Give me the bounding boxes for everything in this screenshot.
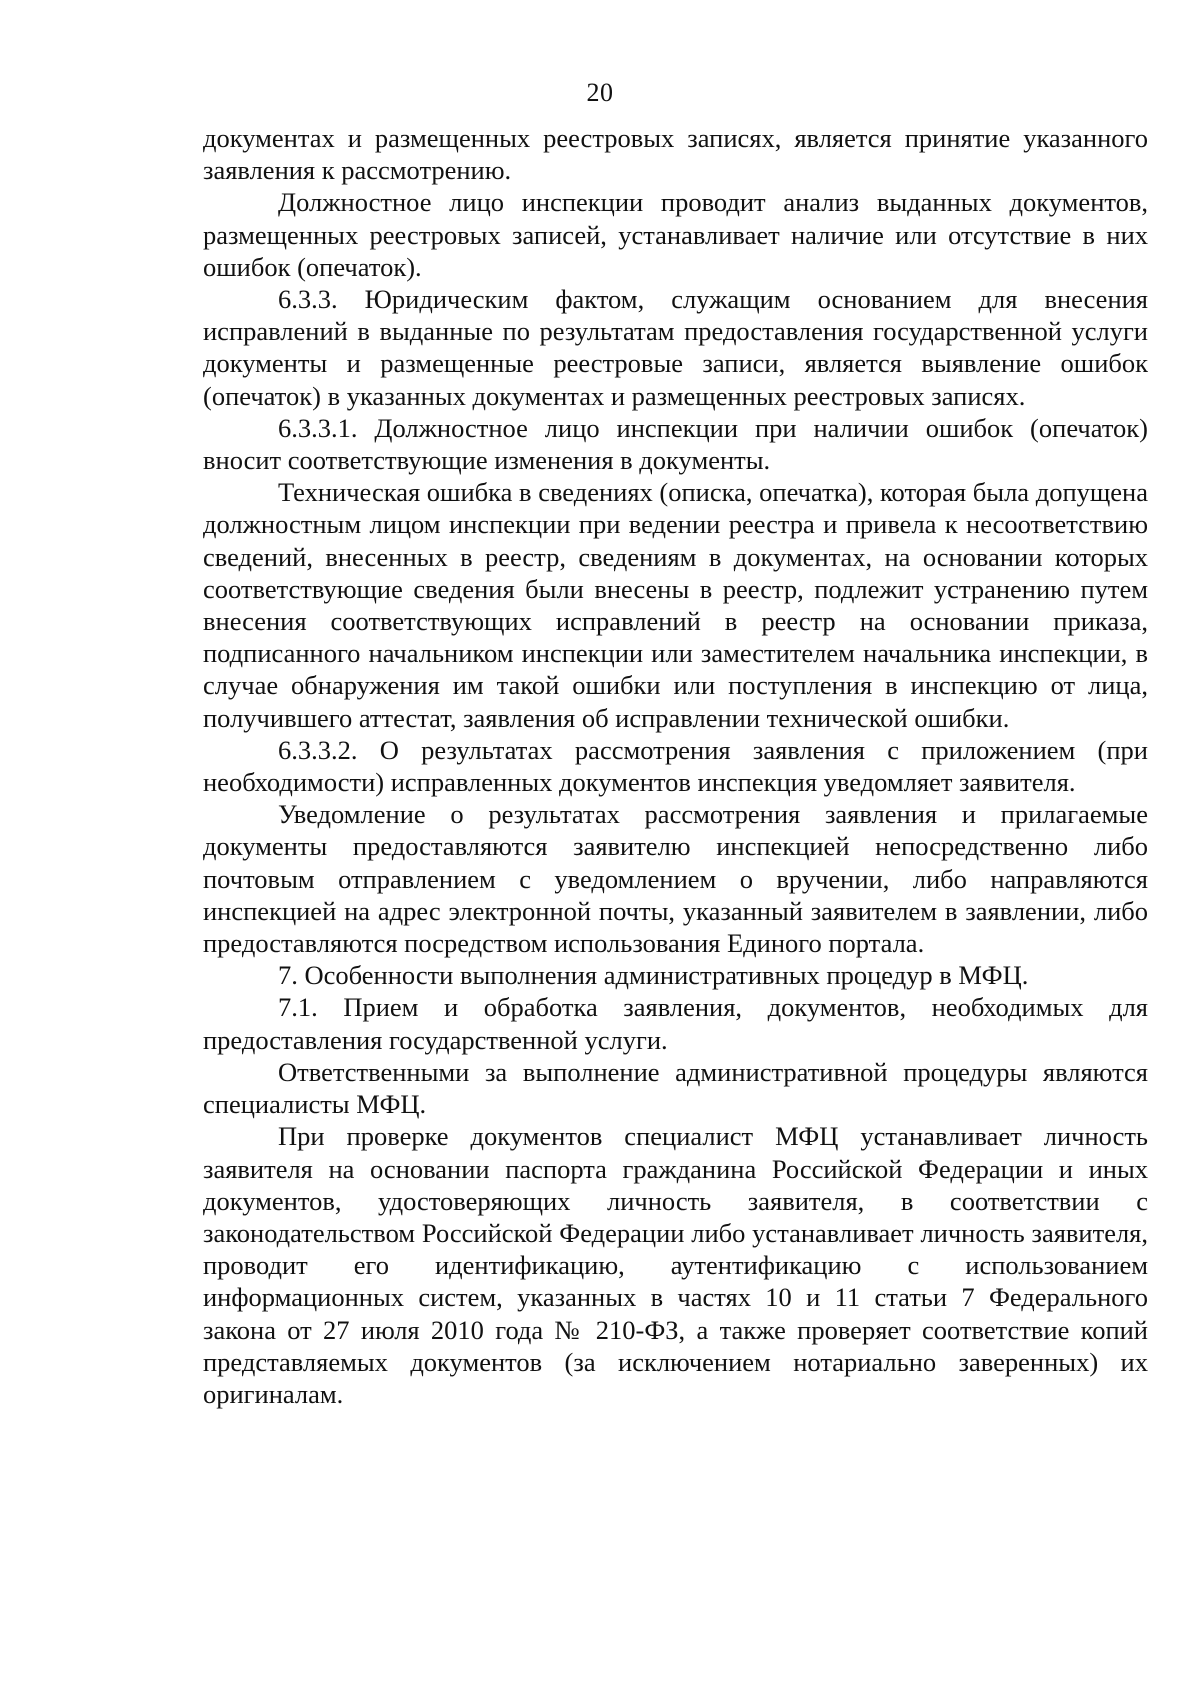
paragraph: 6.3.3. Юридическим фактом, служащим основанием для внесения исправлений в выданные по результатам предоставления государственной услуги документы и размещенные реестровые записи, является выявление ошибок (опечаток) в указанных документах и размещенных реестровых записях.: [203, 284, 1148, 411]
page-number: 20: [586, 78, 614, 107]
paragraph: 6.3.3.1. Должностное лицо инспекции при наличии ошибок (опечаток) вносит соответствующие изменения в документы.: [203, 412, 1148, 476]
paragraph: Уведомление о результатах рассмотрения заявления и прилагаемые документы предоставляются заявителю инспекцией непосредственно либо почтовым отправлением с уведомлением о вручении, либо направляются инспекцией на адрес электронной почты, указанный заявителем в заявлении, либо предоставляются посредством использования Единого портала.: [203, 799, 1148, 959]
paragraph: Техническая ошибка в сведениях (описка, опечатка), которая была допущена должностным лицом инспекции при ведении реестра и привела к несоответствию сведений, внесенных в реестр, сведениям в документах, на основании которых соответствующие сведения были внесены в реестр, подлежит устранению путем внесения соответствующих исправлений в реестр на основании приказа, подписанного начальником инспекции или заместителем начальника инспекции, в случае обнаружения им такой ошибки или поступления в инспекцию от лица, получившего аттестат, заявления об исправлении технической ошибки.: [203, 477, 1148, 733]
section-heading: 7. Особенности выполнения административных процедур в МФЦ.: [278, 960, 1029, 991]
paragraph: 7.1. Прием и обработка заявления, документов, необходимых для предоставления государственной услуги.: [203, 992, 1148, 1055]
document-body: [203, 122, 1148, 1410]
paragraph: Ответственными за выполнение административной процедуры являются специалисты МФЦ.: [203, 1056, 1148, 1120]
paragraph: При проверке документов специалист МФЦ устанавливает личность заявителя на основании паспорта гражданина Российской Федерации и иных документов, удостоверяющих личность заявителя, в соответствии с законодательством Российской Федерации либо устанавливает личность заявителя, проводит его идентификацию, аутентификацию с использованием информационных систем, указанных в частях 10 и 11 статьи 7 Федерального закона от 27 июля 2010 года № 210-ФЗ, а также проверяет соответствие копий представляемых документов (за исключением нотариально заверенных) их оригиналам.: [203, 1121, 1148, 1409]
paragraph: 6.3.3.2. О результатах рассмотрения заявления с приложением (при необходимости) исправленных документов инспекция уведомляет заявителя.: [203, 734, 1148, 798]
paragraph: Должностное лицо инспекции проводит анализ выданных документов, размещенных реестровых записей, устанавливает наличие или отсутствие в них ошибок (опечаток).: [203, 187, 1148, 282]
paragraph: документах и размещенных реестровых записях, является принятие указанного заявления к рассмотрению.: [203, 123, 1148, 186]
